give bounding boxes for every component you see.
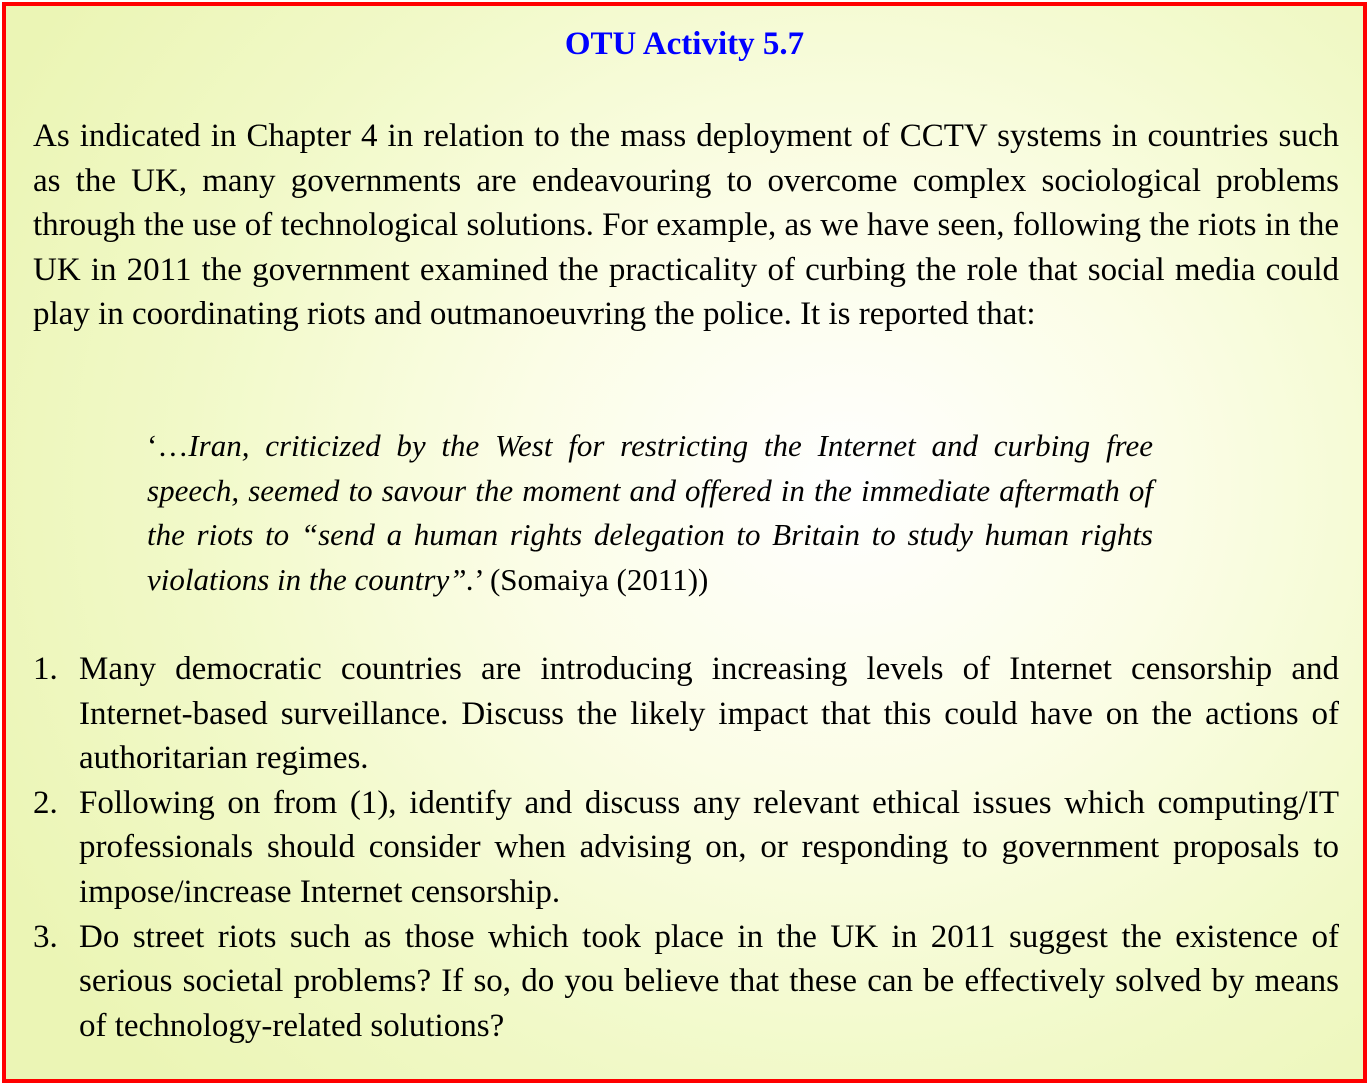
question-number: 1. [33, 651, 58, 687]
block-quote [147, 424, 1153, 602]
question-text: Do street riots such as those which took place in the UK in 2011 suggest the existence of serious societal problems? If so, do you believe that these can be effectively solved by means of technology-related solutions? [79, 918, 1339, 1044]
question-item [33, 915, 1339, 1049]
quote-open-mark: ‘… [147, 428, 189, 463]
question-text: Many democratic countries are introducing increasing levels of Internet censorship and Internet-based surveillance. Discuss the likely impact that this could have on the actions of authoritarian regimes. [79, 651, 1339, 777]
quote-text: Iran, criticized by the West for restricting the Internet and curbing free speech, seemed to savour the moment and offered in the immediate aftermath of the riots to “send a human rights delegation to Britain to study human rights violations in the country”. [147, 428, 1153, 597]
activity-title: OTU Activity 5.7 [564, 26, 805, 62]
question-number: 2. [33, 784, 58, 821]
question-item [33, 781, 1339, 915]
question-list [33, 647, 1339, 1048]
activity-box [2, 2, 1367, 1083]
question-number: 3. [33, 918, 58, 955]
quote-close-mark: ’ [474, 561, 483, 597]
quote-citation: (Somaiya (2011)) [482, 561, 709, 597]
question-item [33, 647, 1339, 781]
question-text: Following on from (1), identify and discuss any relevant ethical issues which computing/IT professionals should consider when advising on, or responding to government proposals to impose/increase Internet censorship. [79, 784, 1339, 910]
intro-paragraph: As indicated in Chapter 4 in relation to the mass deployment of CCTV systems in countries such as the UK, many governments are endeavouring to overcome complex sociological problems through the use of technological solutions. For example, as we have seen, following the riots in the UK in 2011 the government examined the practicality of curbing the role that social media could play in coordinating riots and outmanoeuvring the police. It is reported that: [33, 118, 1339, 333]
